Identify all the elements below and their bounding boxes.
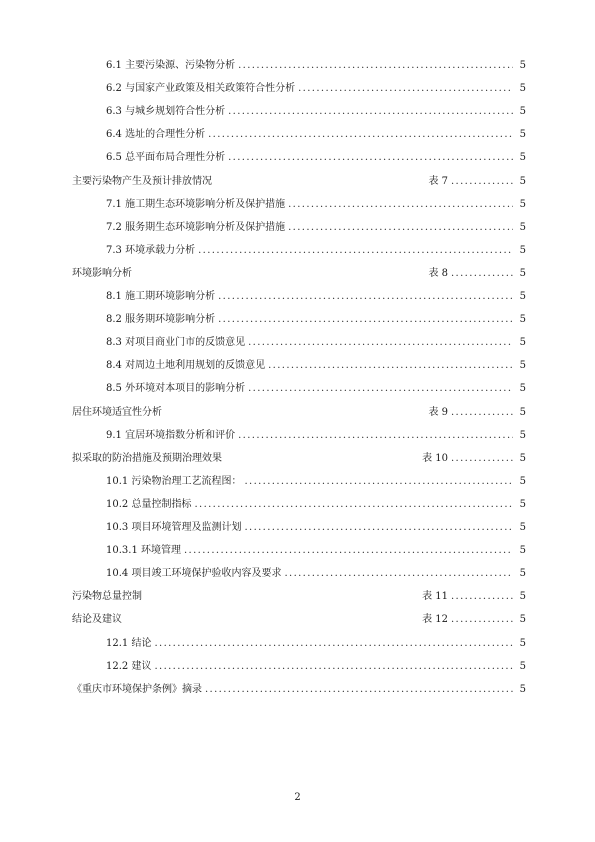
toc-entry-label: 6.5 总平面布局合理性分析 [106, 152, 226, 164]
toc-page-number: 5 [519, 221, 526, 233]
toc-entry-label: 8.2 服务期环境影响分析 [106, 314, 216, 326]
toc-dot-leader [238, 58, 513, 74]
toc-section-entry[interactable] [106, 150, 526, 166]
toc-entry-label: 6.4 选址的合理性分析 [106, 129, 206, 141]
toc-dot-leader [198, 243, 513, 259]
toc-entry-label: 拟采取的防治措施及预期治理效果 [72, 452, 222, 464]
toc-page-number: 5 [519, 152, 526, 164]
toc-page-number: 5 [519, 660, 526, 672]
toc-entry-label: 12.1 结论 [106, 637, 152, 649]
toc-page-number: 5 [519, 106, 526, 118]
toc-dot-leader [218, 312, 513, 328]
toc-entry-label: 12.2 建议 [106, 660, 152, 672]
toc-chapter-number: 表 8 [428, 267, 448, 279]
toc-page-number: 5 [519, 314, 526, 326]
toc-page-number: 5 [519, 637, 526, 649]
toc-dot-leader [298, 81, 513, 97]
toc-section-entry[interactable] [106, 197, 526, 213]
toc-section-entry[interactable] [106, 474, 526, 490]
toc-entry-label: 8.1 施工期环境影响分析 [106, 291, 216, 302]
toc-entry-label: 环境影响分析 [72, 267, 132, 279]
toc-entry-label: 8.4 对周边土地利用规划的反馈意见 [106, 360, 266, 372]
toc-chapter-entry[interactable] [72, 266, 526, 282]
toc-page-number: 5 [519, 360, 526, 372]
toc-chapter-number: 表 9 [428, 406, 448, 418]
toc-chapter-number: 表 12 [422, 614, 448, 626]
toc-dot-leader [288, 220, 513, 236]
toc-dot-leader [288, 197, 513, 213]
toc-dot-leader [284, 566, 513, 582]
toc-dot-leader [451, 589, 513, 605]
toc-page-number: 5 [519, 568, 526, 580]
toc-page-number: 5 [519, 175, 526, 187]
toc-section-entry[interactable] [106, 566, 526, 582]
toc-entry-label: 7.2 服务期生态环境影响分析及保护措施 [106, 221, 286, 233]
toc-section-entry[interactable] [106, 381, 526, 397]
toc-page-number: 5 [519, 429, 526, 441]
toc-section-entry[interactable] [106, 104, 526, 120]
toc-section-entry[interactable] [106, 543, 526, 559]
toc-section-entry[interactable] [106, 659, 526, 675]
toc-dot-leader [208, 127, 513, 143]
toc-entry-label: 10.4 项目竣工环境保护验收内容及要求 [106, 568, 282, 580]
toc-section-entry[interactable] [106, 289, 526, 305]
toc-page-number: 5 [519, 683, 526, 695]
toc-section-entry[interactable] [106, 497, 526, 513]
toc-dot-leader [451, 405, 513, 421]
toc-dot-leader [248, 381, 513, 397]
toc-page-number: 5 [519, 267, 526, 279]
toc-entry-label: 10.3 项目环境管理及监测计划 [106, 522, 242, 533]
toc-page-number: 5 [519, 545, 526, 557]
page-number: 2 [294, 792, 301, 803]
toc-chapter-number: 表 10 [422, 452, 448, 464]
toc-dot-leader [205, 682, 513, 698]
toc-entry-label: 8.3 对项目商业门市的反馈意见 [106, 337, 246, 349]
toc-dot-leader [451, 612, 513, 628]
toc-page-number: 5 [519, 383, 526, 395]
toc-dot-leader [244, 474, 513, 490]
toc-page-number: 5 [519, 60, 526, 71]
toc-dot-leader [228, 150, 513, 166]
toc-section-entry[interactable] [106, 243, 526, 259]
toc-dot-leader [451, 174, 513, 190]
toc-page-number: 5 [519, 198, 526, 210]
toc-section-entry[interactable] [106, 358, 526, 374]
toc-entry-label: 9.1 宜居环境指数分析和评价 [106, 429, 236, 441]
toc-entry-label: 6.3 与城乡规划符合性分析 [106, 106, 226, 118]
toc-chapter-entry[interactable] [72, 589, 526, 605]
toc-entry-label: 10.3.1 环境管理 [106, 545, 181, 557]
toc-page-number: 5 [519, 522, 526, 533]
toc-dot-leader [184, 543, 513, 559]
toc-entry-label: 6.1 主要污染源、污染物分析 [106, 60, 236, 71]
toc-page-number: 5 [519, 244, 526, 256]
toc-entry-label: 《重庆市环境保护条例》摘录 [72, 683, 202, 695]
toc-page-number: 5 [519, 498, 526, 510]
toc-entry-label: 污染物总量控制 [72, 591, 142, 603]
toc-section-entry[interactable] [106, 58, 526, 74]
toc-dot-leader [268, 358, 513, 374]
toc-dot-leader [451, 266, 513, 282]
toc-section-entry[interactable] [106, 220, 526, 236]
toc-chapter-entry[interactable] [72, 682, 526, 698]
toc-entry-label: 主要污染物产生及预计排放情况 [72, 175, 212, 187]
toc-page-number: 5 [519, 475, 526, 487]
toc-page-number: 5 [519, 591, 526, 603]
toc-section-entry[interactable] [106, 312, 526, 328]
toc-dot-leader [218, 289, 513, 305]
toc-chapter-entry[interactable] [72, 405, 526, 421]
toc-dot-leader [154, 636, 513, 652]
toc-dot-leader [228, 104, 513, 120]
toc-section-entry[interactable] [106, 520, 526, 536]
toc-chapter-entry[interactable] [72, 451, 526, 467]
toc-page-number: 5 [519, 83, 526, 95]
toc-entry-label: 10.1 污染物治理工艺流程图： [106, 475, 242, 487]
toc-page-number: 5 [519, 291, 526, 302]
toc-section-entry[interactable] [106, 335, 526, 351]
toc-dot-leader [244, 520, 513, 536]
toc-chapter-entry[interactable] [72, 612, 526, 628]
toc-entry-label: 居住环境适宜性分析 [72, 406, 162, 418]
toc-entry-label: 7.3 环境承载力分析 [106, 244, 196, 256]
toc-section-entry[interactable] [106, 81, 526, 97]
toc-dot-leader [194, 497, 513, 513]
toc-dot-leader [154, 659, 513, 675]
toc-chapter-number: 表 7 [428, 175, 448, 187]
toc-chapter-number: 表 11 [422, 591, 448, 603]
toc-page-number: 5 [519, 614, 526, 626]
toc-entry-label: 8.5 外环境对本项目的影响分析 [106, 383, 246, 395]
toc-chapter-entry[interactable] [72, 174, 526, 190]
toc-section-entry[interactable] [106, 636, 526, 652]
toc-entry-label: 10.2 总量控制指标 [106, 498, 192, 510]
toc-dot-leader [451, 451, 513, 467]
toc-dot-leader [248, 335, 513, 351]
toc-page-number: 5 [519, 129, 526, 141]
toc-entry-label: 7.1 施工期生态环境影响分析及保护措施 [106, 198, 286, 210]
toc-section-entry[interactable] [106, 127, 526, 143]
toc-entry-label: 6.2 与国家产业政策及相关政策符合性分析 [106, 83, 296, 95]
toc-page-number: 5 [519, 452, 526, 464]
toc-page-number: 5 [519, 337, 526, 349]
toc-section-entry[interactable] [106, 428, 526, 444]
toc-dot-leader [238, 428, 513, 444]
toc-page-number: 5 [519, 406, 526, 418]
toc-entry-label: 结论及建议 [72, 614, 122, 626]
